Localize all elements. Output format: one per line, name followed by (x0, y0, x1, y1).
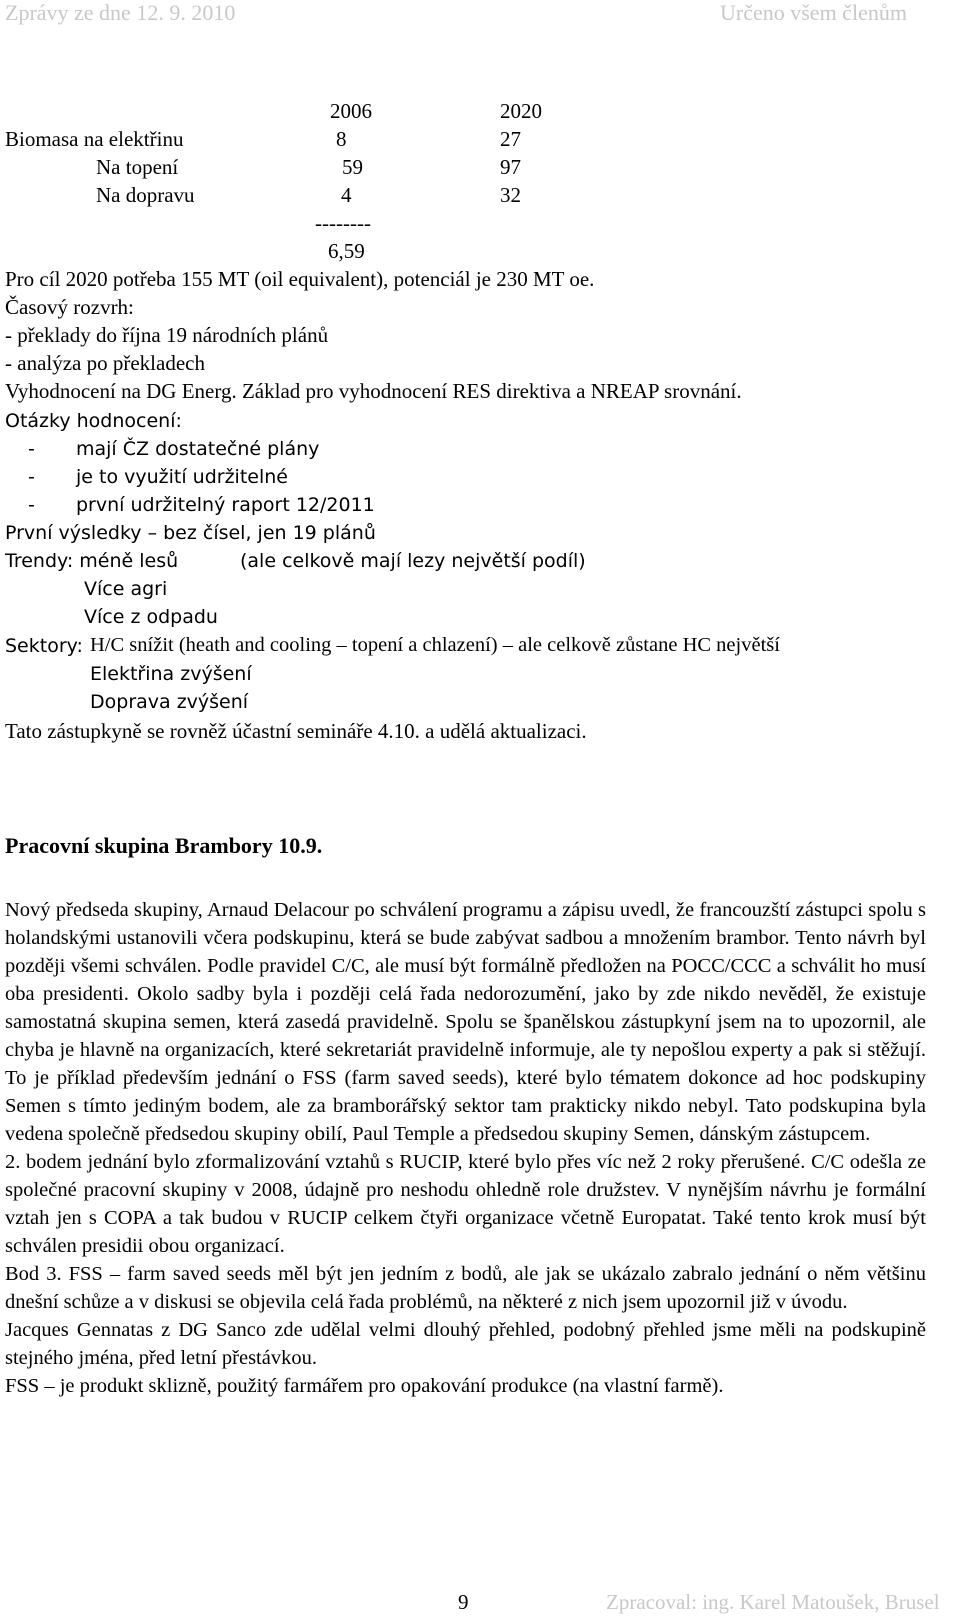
footer-author: Zpracoval: ing. Karel Matoušek, Brusel (606, 1590, 940, 1614)
sectors-label: Sektory: (5, 635, 83, 657)
table-year-2020: 2020 (500, 99, 542, 123)
trends-label: Trendy: méně lesů (5, 550, 179, 572)
first-results: První výsledky – bez čísel, jen 19 plánů (5, 522, 376, 544)
trends-note: (ale celkově mají lezy největší podíl) (240, 550, 586, 572)
closing-line: Tato zástupkyně se rovněž účastní semináře 4.10. a udělá aktualizaci. (5, 719, 587, 743)
bullet: - (28, 494, 35, 516)
trend-item: Více agri (84, 578, 168, 600)
table-row-value-2020: 32 (500, 183, 521, 207)
paragraph: 2. bodem jednání bylo zformalizování vztahů s RUCIP, které bylo přes víc než 2 roky přerušené. C/C odešla ze společné pracovní skupiny v 2008, údajně pro neshodu ohledně role družstev. V nynějším návrhu je formální vztah jen s COPA a tak budou v RUCIP celkem čtyři organizace včetně Europatat. Také tento krok musí být schválen presidii obou organizací. (5, 1151, 926, 1257)
paragraph: FSS – je produkt sklizně, použitý farmářem pro opakování produkce (na vlastní farmě). (5, 1375, 724, 1397)
questions-title: Otázky hodnocení: (5, 410, 182, 432)
bullet: - (28, 438, 35, 460)
table-row-value-2006: 4 (341, 183, 352, 207)
section-title: Pracovní skupina Brambory 10.9. (5, 833, 323, 858)
table-row-value-2006: 59 (342, 155, 363, 179)
goal-line: Pro cíl 2020 potřeba 155 MT (oil equivalent), potenciál je 230 MT oe. (5, 267, 595, 291)
body-text (5, 896, 926, 1400)
table-separator: -------- (315, 211, 371, 235)
sector-item: Elektřina zvýšení (90, 663, 252, 685)
table-row-value-2006: 8 (336, 127, 347, 151)
question-item: první udržitelný raport 12/2011 (76, 494, 375, 516)
table-row-label: Na dopravu (96, 183, 195, 207)
table-total: 6,59 (328, 239, 365, 263)
schedule-heading: Časový rozvrh: (5, 295, 134, 319)
table-row-value-2020: 27 (500, 127, 521, 151)
table-row-value-2020: 97 (500, 155, 521, 179)
bullet: - (28, 466, 35, 488)
header-left: Zprávy ze dne 12. 9. 2010 (5, 0, 236, 25)
paragraph: Bod 3. FSS – farm saved seeds měl být jen jedním z bodů, ale jak se ukázalo zabralo jednání o něm většinu dnešní schůze a v diskusi se objevila celá řada problémů, na některé z nich jsem upozornil již v úvodu. (5, 1263, 926, 1313)
trend-item: Více z odpadu (84, 606, 218, 628)
table-row-label: Na topení (96, 155, 179, 179)
paragraph: Nový předseda skupiny, Arnaud Delacour po schválení programu a zápisu uvedl, že francouzští zástupci spolu s holandskými ustanovili včera podskupinu, která se bude zabývat sadbou a množením brambor. Tento návrh byl později všemi schválen. Podle pravidel C/C, ale musí být formálně předložen na POCC/CCC a schválit ho musí oba presidenti. Okolo sadby byla i později celá řada nedorozumění, jako by zde nikdo nevěděl, že existuje samostatná skupina semen, která zasedá pravidelně. Spolu se španělskou zástupkyní jsem na to upozornil, ale chyba je hlavně na organizacích, které sekretariát pravidelně informuje, ale ty nepošlou experty a pak si stěžují. To je příklad především jednání o FSS (farm saved seeds), které bylo tématem dokonce ad hoc podskupiny Semen s tímto jediným bodem, ale za bramborářský sektor tam prakticky nikdo nebyl. Tato podskupina byla vedena společně předsedou skupiny obilí, Paul Temple a předsedou skupiny Semen, dánským zástupcem. (5, 899, 926, 1145)
evaluation-line: Vyhodnocení na DG Energ. Základ pro vyhodnocení RES direktiva a NREAP srovnání. (5, 379, 742, 403)
question-item: mají ČZ dostatečné plány (76, 438, 320, 460)
schedule-item: - překlady do října 19 národních plánů (5, 323, 329, 347)
sectors-line: H/C snížit (heath and cooling – topení a chlazení) – ale celkově zůstane HC největší (90, 634, 780, 656)
paragraph: Jacques Gennatas z DG Sanco zde udělal velmi dlouhý přehled, podobný přehled jsme měli na podskupině stejného jména, před letní přestávkou. (5, 1319, 926, 1369)
header-right: Určeno všem členům (720, 0, 907, 25)
table-row-label: Biomasa na elektřinu (5, 127, 184, 151)
table-year-2006: 2006 (330, 99, 372, 123)
sector-item: Doprava zvýšení (90, 691, 249, 713)
schedule-item: - analýza po překladech (5, 351, 205, 375)
question-item: je to využití udržitelné (76, 466, 288, 488)
page-number: 9 (458, 1590, 469, 1614)
